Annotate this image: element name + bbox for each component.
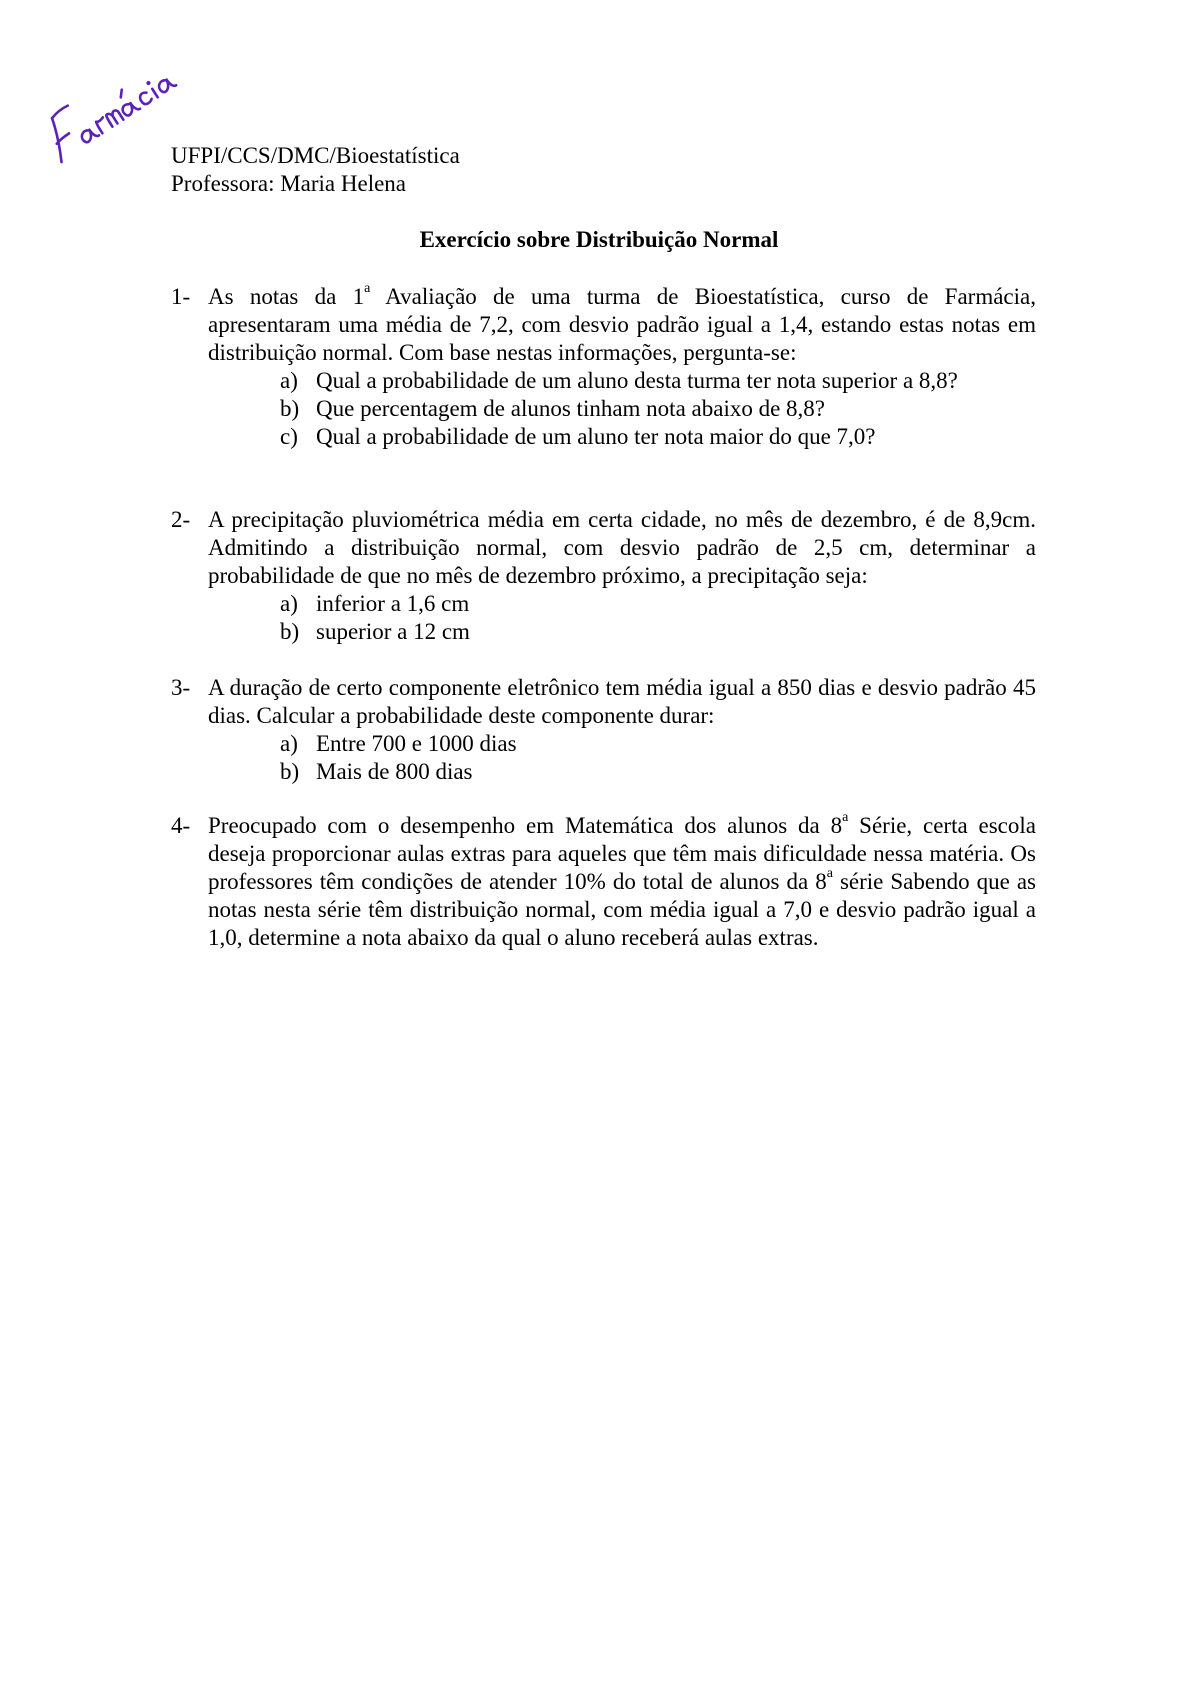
list-item: [171, 423, 1036, 451]
item-label: b): [280, 619, 300, 644]
question-text: As notas da 1$^a$ Avaliação de uma turma de Bioestatística, curso de Farmácia, apresentaram uma média de 7,2, com desvio padrão igual a 1,4, estando estas notas em distribuição normal. Com base nestas informações, pergunta-se:: [208, 281, 1036, 365]
document-header: [171, 142, 460, 198]
list-item: [171, 395, 1036, 423]
question-number: 4-: [171, 813, 191, 838]
question-4: [171, 812, 1036, 952]
item-text: superior a 12 cm: [316, 619, 470, 644]
question-number: 1-: [171, 284, 191, 309]
question-1: [171, 283, 1036, 451]
header-institution: UFPI/CCS/DMC/Bioestatística: [171, 143, 460, 168]
item-text: Entre 700 e 1000 dias: [316, 731, 517, 756]
item-label: a): [280, 591, 298, 616]
question-text: Preocupado com o desempenho em Matemática dos alunos da 8$^a$ Série, certa escola deseja proporcionar aulas extras para aqueles que têm mais dificuldade nessa matéria. Os professores têm condições de atender 10% do total de alunos da 8$^a$ série Sabendo que as notas nesta série têm distribuição normal, com média igual a 7,0 e desvio padrão igual a 1,0, determine a nota abaixo da qual o aluno receberá aulas extras.: [208, 810, 1036, 950]
question-text: A duração de certo componente eletrônico tem média igual a 850 dias e desvio padrão 45 dias. Calcular a probabilidade deste componente durar:: [208, 675, 1036, 728]
question-text: A precipitação pluviométrica média em certa cidade, no mês de dezembro, é de 8,9cm. Admitindo a distribuição normal, com desvio padrão de 2,5 cm, determinar a probabilidade de que no mês de dezembro próximo, a precipitação seja:: [208, 507, 1036, 588]
list-item: [171, 367, 1036, 395]
list-item: [171, 618, 1036, 646]
item-text: Que percentagem de alunos tinham nota abaixo de 8,8?: [316, 396, 826, 421]
item-label: a): [280, 731, 298, 756]
question-2: [171, 506, 1036, 646]
question-items: [171, 730, 1036, 786]
item-text: Mais de 800 dias: [316, 759, 473, 784]
item-label: b): [280, 759, 300, 784]
question-items: [171, 590, 1036, 646]
item-label: a): [280, 368, 298, 393]
item-text: Qual a probabilidade de um aluno ter nota maior do que 7,0?: [316, 424, 876, 449]
item-label: b): [280, 396, 300, 421]
list-item: [171, 590, 1036, 618]
handwritten-farmacia-drawing: [18, 48, 188, 158]
question-items: [171, 367, 1036, 451]
list-item: [171, 730, 1036, 758]
item-text: inferior a 1,6 cm: [316, 591, 470, 616]
item-label: c): [280, 424, 298, 449]
question-number: 3-: [171, 675, 191, 700]
question-number: 2-: [171, 507, 191, 532]
handwritten-annotation: [18, 48, 188, 158]
question-3: [171, 674, 1036, 786]
header-professor: Professora: Maria Helena: [171, 171, 407, 196]
list-item: [171, 758, 1036, 786]
page-title: Exercício sobre Distribuição Normal: [419, 227, 779, 252]
item-text: Qual a probabilidade de um aluno desta turma ter nota superior a 8,8?: [316, 368, 958, 393]
